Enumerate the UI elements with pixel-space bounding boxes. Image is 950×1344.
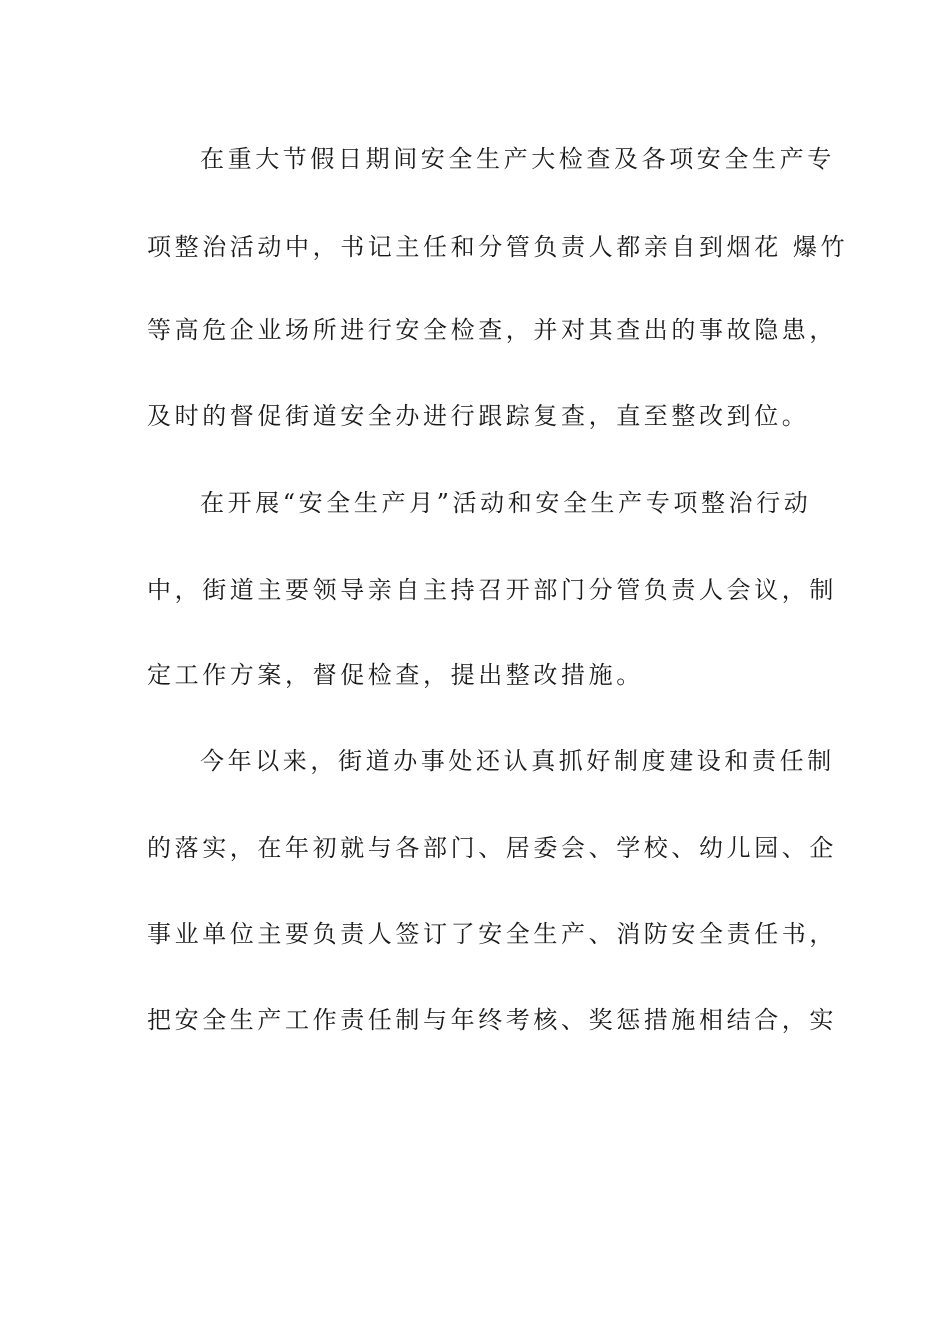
- paragraph-3-line-1: 今年以来，街道办事处还认真抓好制度建设和责任制: [200, 747, 835, 775]
- paragraph-1-line-1: 在重大节假日期间安全生产大检查及各项安全生产专: [200, 145, 835, 173]
- paragraph-3-line-3: 事业单位主要负责人签订了安全生产、消防安全责任书，: [147, 920, 837, 948]
- paragraph-3-line-4: 把安全生产工作责任制与年终考核、奖惩措施相结合，实: [147, 1006, 837, 1034]
- paragraph-2-line-3: 定工作方案，督促检查，提出整改措施。: [147, 661, 644, 689]
- paragraph-2-line-2: 中，街道主要领导亲自主持召开部门分管负责人会议，制: [147, 576, 837, 604]
- paragraph-1-line-3: 等高危企业场所进行安全检查，并对其查出的事故隐患，: [147, 316, 837, 344]
- paragraph-2-line-1: 在开展“安全生产月”活动和安全生产专项整治行动: [200, 489, 812, 517]
- paragraph-1-line-4: 及时的督促街道安全办进行跟踪复查，直至整改到位。: [147, 402, 810, 430]
- paragraph-1-line-2: 项整治活动中，书记主任和分管负责人都亲自到烟花 爆竹: [147, 233, 849, 261]
- paragraph-3-line-2: 的落实，在年初就与各部门、居委会、学校、幼儿园、企: [147, 834, 837, 862]
